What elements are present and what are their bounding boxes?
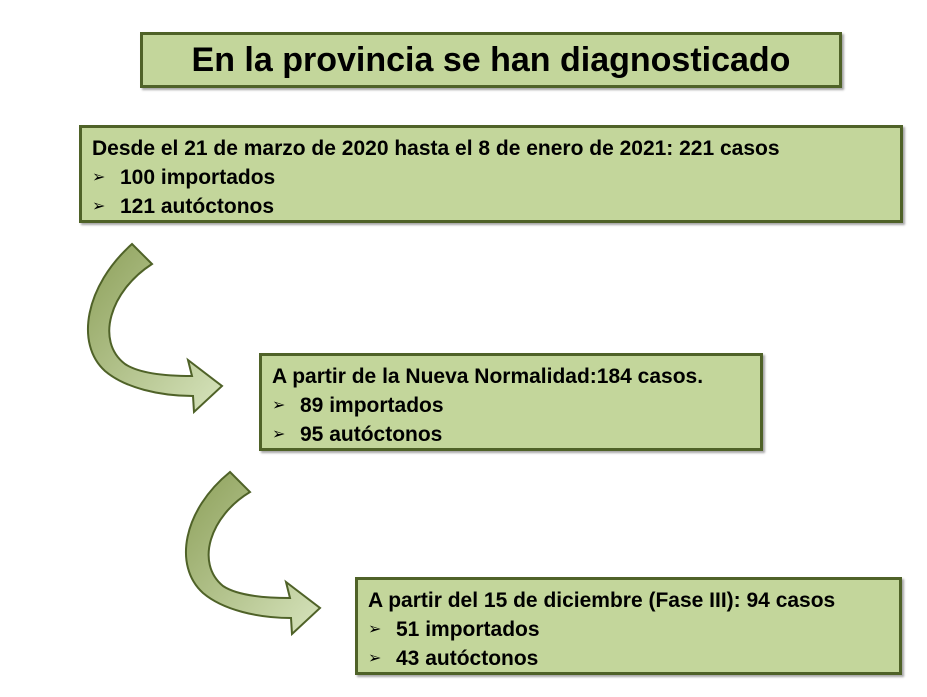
arrow-bullet-icon: ➢ (92, 198, 106, 215)
list-item (272, 391, 750, 420)
arrow-shape (186, 472, 320, 634)
info-box-phase-three (355, 577, 902, 675)
item-label: 51 importados (396, 618, 540, 641)
info-box-new-normality (259, 353, 763, 451)
list-item (368, 615, 889, 644)
arrow-bullet-icon: ➢ (368, 650, 382, 667)
arrow-bullet-icon: ➢ (272, 397, 286, 414)
info-box-period-total (79, 125, 903, 223)
list-item (272, 420, 750, 449)
page-title: En la provincia se han diagnosticado (191, 40, 791, 79)
list-item (92, 163, 890, 192)
item-label: 43 autóctonos (396, 647, 539, 670)
item-label: 89 importados (300, 394, 444, 417)
item-label: 95 autóctonos (300, 423, 443, 446)
arrow-bullet-icon: ➢ (272, 426, 286, 443)
item-label: 121 autóctonos (120, 195, 275, 218)
curved-arrow-icon (175, 468, 325, 638)
arrow-shape (88, 244, 222, 412)
arrow-bullet-icon: ➢ (368, 621, 382, 638)
list-item (368, 644, 889, 673)
curved-arrow-icon (80, 236, 230, 416)
item-label: 100 importados (120, 166, 276, 189)
box-heading: Desde el 21 de marzo de 2020 hasta el 8 de enero de 2021: 221 casos (92, 137, 780, 160)
title-box (140, 32, 842, 88)
box-heading: A partir de la Nueva Normalidad:184 casos. (272, 365, 704, 388)
arrow-bullet-icon: ➢ (92, 169, 106, 186)
box-heading: A partir del 15 de diciembre (Fase III): 94 casos (368, 589, 836, 612)
list-item (92, 192, 890, 221)
